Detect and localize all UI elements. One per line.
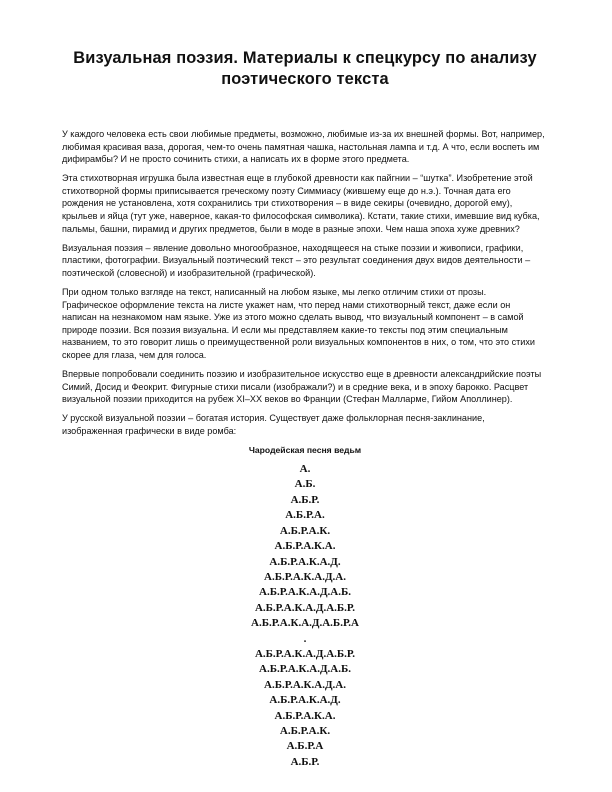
poem-line: А.Б.Р.А.К.А.Д.А.Б.	[259, 586, 351, 599]
poem-line: А.Б.Р.	[290, 755, 320, 768]
text-line: Графическое оформление текста на листе укажет нам, что перед нами стихотворный текст, даже если он	[62, 299, 511, 310]
text-line: визуальной поэзии приходится на рубеж XI–XX веков во Франции (Стефан Малларме, Гийом Аполлинер).	[62, 394, 513, 405]
poem-line: А.Б.Р.А.К.А.Д.А.Б.Р.	[254, 647, 356, 660]
text-line: дифирамбы? И не просто сочинить стихи, а написать их в форме этого предмета.	[62, 154, 410, 165]
page-title	[62, 0, 548, 90]
poem-line: А.Б.Р.А.К.А.Д.А.Б.Р.А	[251, 617, 359, 630]
text-line: Эта стихотворная игрушка была известная еще в глубокой древности как пайгнии – “шутка”. Изобретение этой	[62, 173, 533, 184]
poem-line: А.Б.Р.А	[286, 740, 324, 753]
poem-line: А.Б.Р.А.	[285, 509, 325, 522]
text-line: крыльев и яйца (тут уже, наверное, какая-то философская символика). Кстати, такие стихи, имевшие вид кубка,	[62, 211, 540, 222]
poem-line: А.Б.Р.А.К.А.Д.А.	[264, 570, 346, 583]
paragraph-definition	[62, 242, 548, 280]
article-body	[62, 128, 548, 770]
text-line: стихотворной формы приписывается греческому поэту Симмиасу (жившему еще до н.э.). Точная дата его	[62, 185, 511, 196]
text-line: Симий, Досид и Феокрит. Фигурные стихи писали (изображали?) и в средние века, и в эпоху барокко. Расцвет	[62, 381, 529, 392]
paragraph-visual	[62, 286, 548, 362]
poem-line: А.Б.Р.А.К.А.Д.А.Б.Р.	[254, 601, 356, 614]
text-line: пластики, фотографии. Визуальный поэтический текст – это результат соединения двух видов деятельности –	[62, 255, 531, 266]
poem-line: А.Б.Р.А.К.А.	[274, 540, 336, 553]
text-line: У русской визуальной поэзии – богатая история. Существует даже фольклорная песня-заклинание,	[62, 413, 485, 424]
text-line: природе поэзии. Вся поэзия визуальна. И если мы представляем какие-то тексты под этим специальным	[62, 324, 508, 335]
rhombus-poem	[62, 444, 548, 770]
poem-line: А.Б.Р.А.К.А.Д.А.	[264, 678, 346, 691]
poem-line: А.	[299, 463, 311, 476]
poem-line: А.Б.	[294, 478, 316, 491]
poem-title: Чародейская песня ведьм	[248, 445, 362, 456]
paragraph-intro	[62, 128, 548, 166]
poem-line: А.Б.Р.	[290, 493, 320, 506]
text-line: пальмы, башни, пирамид и других предметов, были в моде в разные эпохи. Чем наша эпоха хуже древних?	[62, 223, 520, 234]
poem-line: А.Б.Р.А.К.	[279, 524, 331, 537]
text-line: Впервые попробовали соединить поэзию и изобразительное искусство еще в древности александрийские поэты	[62, 369, 542, 380]
poem-line: А.Б.Р.А.К.	[279, 724, 331, 737]
text-line: поэтической (словесной) и изобразительной (графической).	[62, 267, 316, 278]
text-line: любимая красивая ваза, дорогая, чем-то очень памятная чашка, настольная лампа и т.д. А что, если воспеть им	[62, 141, 540, 152]
text-line: изображенная графически в виде ромба:	[62, 425, 237, 436]
poem-line: А.Б.Р.А.К.А.Д.А.Б.	[259, 663, 351, 676]
poem-line: А.Б.Р.А.К.А.	[274, 709, 336, 722]
text-line: скорее для глаза, чем для голоса.	[62, 350, 207, 360]
paragraph-history	[62, 172, 548, 235]
poem-line: .	[303, 632, 307, 645]
poem-line: А.Б.Р.А.К.А.Д.	[269, 555, 341, 568]
paragraph-russian	[62, 412, 548, 437]
text-line: Визуальная поэзия – явление довольно многообразное, находящееся на стыке поэзии и живописи, графики,	[62, 242, 524, 253]
title-line-1: Визуальная поэзия. Материалы к спецкурсу по анализу	[73, 49, 537, 67]
title-line-2: поэтического текста	[221, 70, 389, 88]
text-line: написан на незнакомом нам языке. Уже из этого можно сделать вывод, что визуальный компонент – в самой	[62, 312, 524, 323]
text-line: рождения не установлена, хотя сохранились три стихотворения – в виде секиры (очевидно, дорогой ему),	[62, 198, 513, 209]
paragraph-origins	[62, 368, 548, 406]
text-line: При одном только взгляде на текст, написанный на любом языке, мы легко отличим стихи от прозы.	[62, 287, 487, 298]
text-line: названием, то это говорит лишь о преимущественной роли визуальных компонентов в них, о том, что это стихи	[62, 337, 536, 348]
poem-line: А.Б.Р.А.К.А.Д.	[269, 694, 341, 707]
text-line: У каждого человека есть свои любимые предметы, возможно, любимые из-за их внешней формы. Вот, например,	[62, 129, 545, 139]
